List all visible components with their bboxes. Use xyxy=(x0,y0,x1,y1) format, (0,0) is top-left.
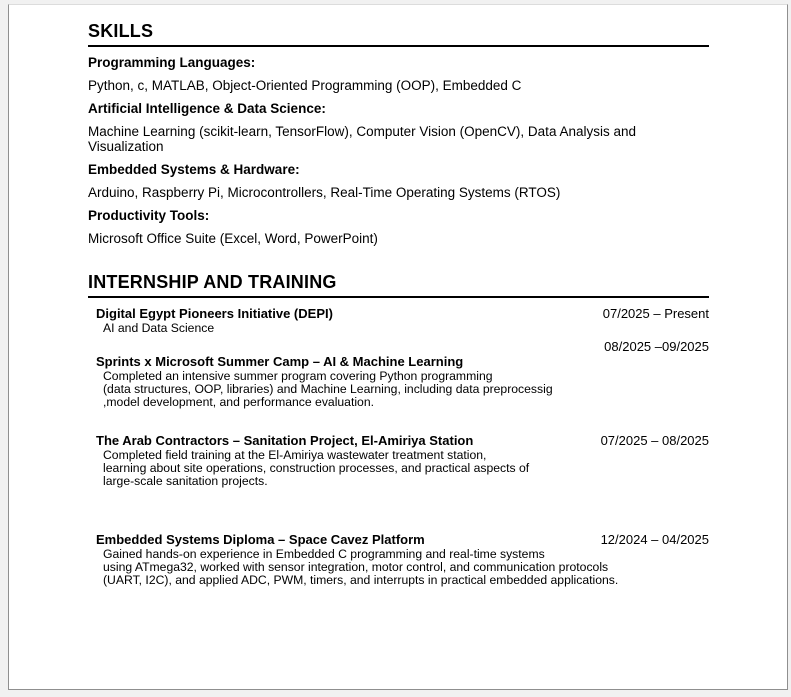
entry-description-line: ,model development, and performance evaluation. xyxy=(103,395,374,409)
internship-section xyxy=(88,272,709,587)
skills-heading-divider xyxy=(88,45,709,47)
skill-category-label: Embedded Systems & Hardware: xyxy=(88,162,300,177)
entry-description-line: AI and Data Science xyxy=(103,321,215,335)
entry-depi xyxy=(96,306,709,335)
document-content xyxy=(9,5,787,587)
entry-header xyxy=(96,306,709,321)
entry-date: 12/2024 – 04/2025 xyxy=(600,532,709,547)
entry-date: 08/2025 –09/2025 xyxy=(604,339,709,354)
entry-description-line: (UART, I2C), and applied ADC, PWM, timers, and interrupts in practical embedded applications. xyxy=(103,573,619,587)
entry-title: Digital Egypt Pioneers Initiative (DEPI) xyxy=(96,306,333,321)
skills-section xyxy=(88,21,709,246)
entry-description-line: (data structures, OOP, libraries) and Machine Learning, including data preprocessig xyxy=(103,382,553,396)
entry-description-line: learning about site operations, construction processes, and practical aspects of xyxy=(103,461,530,475)
entry-description-line: large-scale sanitation projects. xyxy=(103,474,268,488)
entry-description-line: Completed an intensive summer program covering Python programming xyxy=(103,369,493,383)
internship-heading: INTERNSHIP AND TRAINING xyxy=(88,272,337,292)
skill-category-value: Machine Learning (scikit-learn, TensorFlow), Computer Vision (OpenCV), Data Analysis and Visualization xyxy=(88,124,636,154)
skills-heading: SKILLS xyxy=(88,21,154,41)
skill-category-value: Arduino, Raspberry Pi, Microcontrollers, Real-Time Operating Systems (RTOS) xyxy=(88,185,561,200)
entry-title: Sprints x Microsoft Summer Camp – AI & Machine Learning xyxy=(96,354,464,369)
entry-sprints xyxy=(96,354,709,409)
skill-category-label: Programming Languages: xyxy=(88,55,256,70)
entry-arab-contractors xyxy=(96,433,709,488)
entry-description-line: Gained hands-on experience in Embedded C programming and real-time systems xyxy=(103,547,545,561)
internship-entries xyxy=(96,306,709,587)
skill-category-label: Artificial Intelligence & Data Science: xyxy=(88,101,326,116)
entry-title: Embedded Systems Diploma – Space Cavez Platform xyxy=(96,532,425,547)
entry-description-line: using ATmega32, worked with sensor integration, motor control, and communication protocols xyxy=(103,560,609,574)
entry-header xyxy=(96,354,709,369)
entry-description-line: Completed field training at the El-Amiriya wastewater treatment station, xyxy=(103,448,487,462)
entry-title: The Arab Contractors – Sanitation Project, El-Amiriya Station xyxy=(96,433,474,448)
entry-header xyxy=(96,433,709,448)
skill-category-label: Productivity Tools: xyxy=(88,208,210,223)
entry-sprints-date-row xyxy=(96,339,709,354)
document-page xyxy=(8,4,788,690)
entry-embedded-diploma xyxy=(96,532,709,587)
internship-heading-divider xyxy=(88,296,709,298)
entry-date: 07/2025 – Present xyxy=(602,306,709,321)
skill-category-value: Python, c, MATLAB, Object-Oriented Programming (OOP), Embedded C xyxy=(88,78,522,93)
entry-header xyxy=(96,532,709,547)
entry-date: 07/2025 – 08/2025 xyxy=(600,433,709,448)
skill-category-value: Microsoft Office Suite (Excel, Word, PowerPoint) xyxy=(88,231,378,246)
